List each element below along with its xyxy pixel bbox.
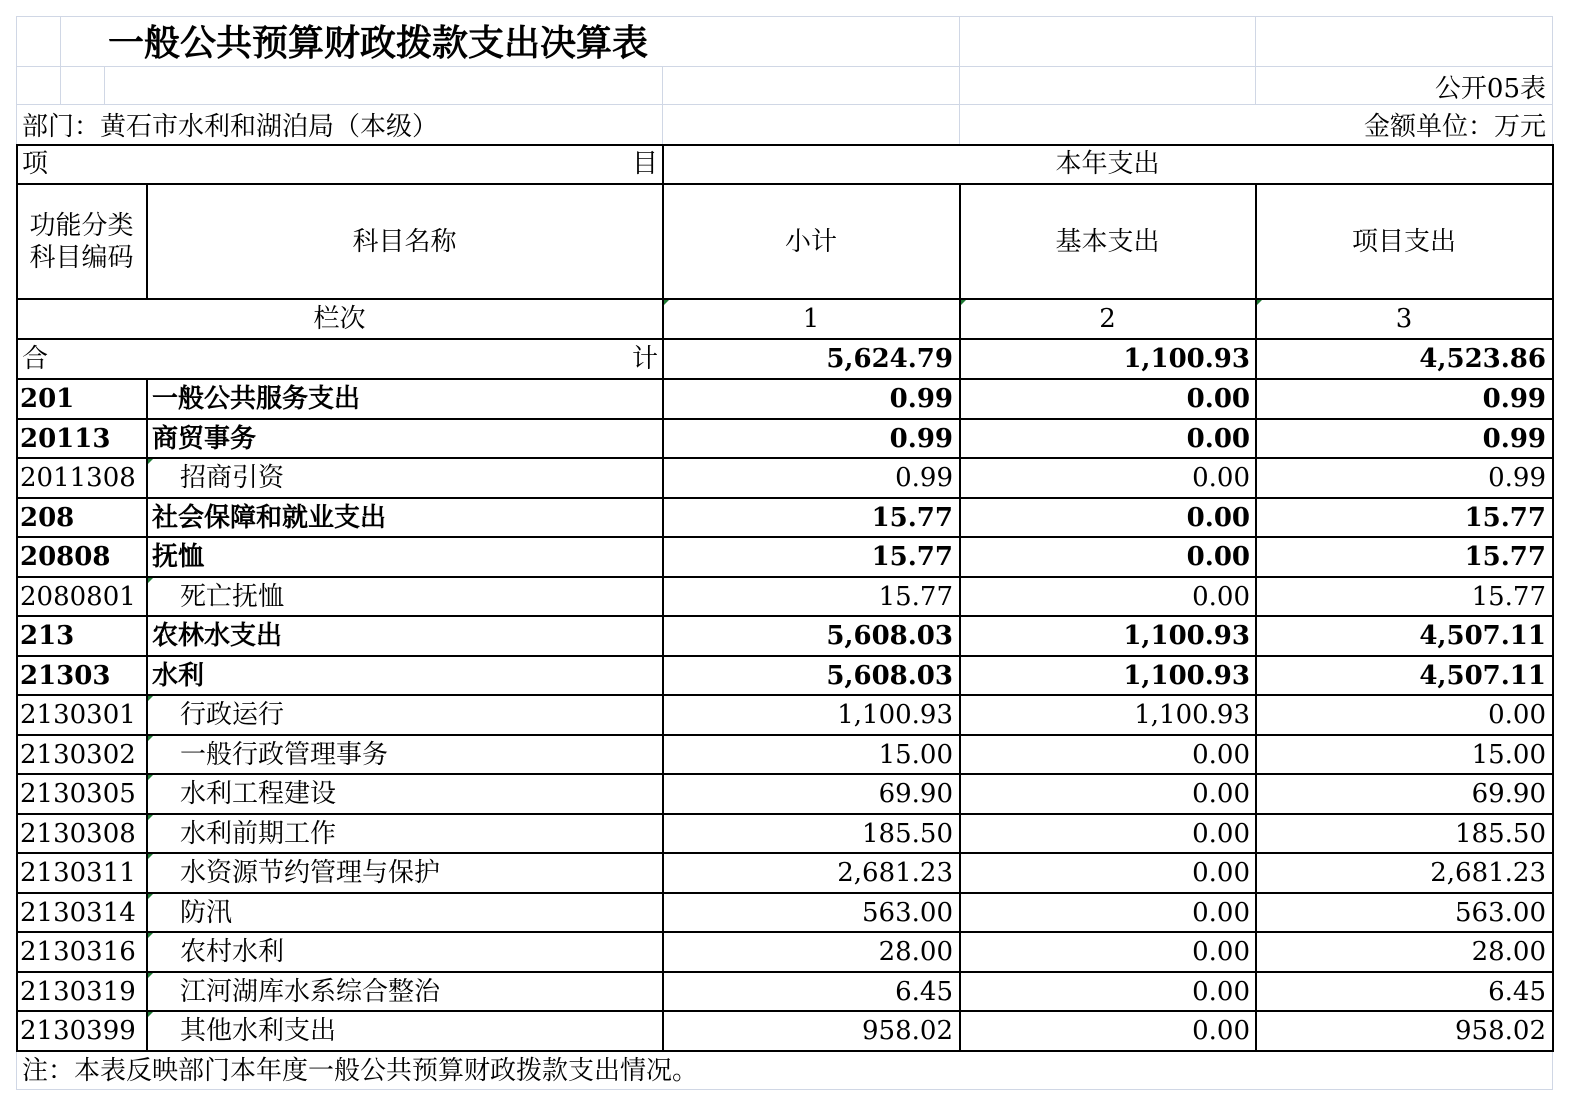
- gridline: [104, 66, 105, 104]
- table-border: [16, 892, 1554, 894]
- table-border: [16, 144, 1554, 146]
- department-label: 部门：黄石市水利和湖泊局（本级）: [22, 112, 439, 142]
- row-name: 行政运行: [180, 700, 285, 730]
- cell-marker: [663, 299, 670, 306]
- row-code: 213: [20, 621, 75, 651]
- header-col3: 3: [1395, 304, 1413, 334]
- row-project: 958.02: [1455, 1016, 1546, 1046]
- cell-marker: [147, 932, 154, 939]
- row-subtotal: 5,608.03: [826, 660, 953, 691]
- row-name: 一般公共服务支出: [152, 384, 361, 414]
- table-border: [662, 144, 664, 1050]
- row-subtotal: 185.50: [862, 818, 953, 849]
- row-basic: 0.00: [1186, 423, 1250, 454]
- table-border: [1255, 183, 1257, 1050]
- header-current-year: 本年支出: [1055, 149, 1160, 179]
- header-col2: 2: [1099, 304, 1116, 334]
- gridline: [16, 104, 1553, 105]
- cell-marker: [1256, 299, 1263, 306]
- cell-marker: [960, 299, 967, 306]
- row-name: 水利工程建设: [180, 779, 337, 809]
- row-project: 0.99: [1488, 463, 1546, 493]
- row-basic: 0.00: [1186, 542, 1250, 572]
- row-project: 4,507.11: [1419, 660, 1546, 691]
- row-subtotal: 28.00: [878, 937, 953, 967]
- row-name: 农林水支出: [152, 621, 283, 651]
- row-basic: 0.00: [1186, 502, 1250, 533]
- table-border: [16, 1010, 1554, 1012]
- row-project: 28.00: [1471, 937, 1546, 967]
- row-project: 185.50: [1455, 818, 1546, 849]
- row-project: 563.00: [1455, 897, 1546, 928]
- row-basic: 0.00: [1192, 1016, 1250, 1046]
- table-border: [146, 183, 148, 298]
- header-code-line2: 科目编码: [29, 243, 134, 273]
- row-subtotal: 958.02: [862, 1016, 953, 1046]
- row-name: 一般行政管理事务: [180, 739, 389, 770]
- row-subtotal: 0.99: [895, 463, 953, 493]
- row-project: 0.00: [1488, 700, 1546, 730]
- header-basic: 基本支出: [1055, 227, 1160, 257]
- row-name: 死亡抚恤: [180, 581, 285, 612]
- row-code: 21303: [20, 660, 111, 691]
- row-code: 2130316: [20, 937, 136, 967]
- row-project: 15.00: [1471, 739, 1546, 770]
- row-name: 社会保障和就业支出: [152, 502, 387, 533]
- gridline: [16, 1050, 17, 1090]
- table-border: [16, 971, 1554, 973]
- row-basic: 0.00: [1192, 937, 1250, 967]
- row-code: 2130305: [20, 779, 136, 809]
- gridline: [60, 16, 61, 104]
- row-basic: 0.00: [1192, 739, 1250, 770]
- row-code: 208: [20, 502, 75, 533]
- row-code: 2130308: [20, 818, 136, 849]
- header-code-line1: 功能分类: [29, 211, 134, 241]
- row-subtotal: 15.00: [878, 739, 953, 770]
- row-code: 2130399: [20, 1016, 136, 1046]
- row-name: 江河湖库水系综合整治: [180, 976, 441, 1007]
- gridline: [16, 16, 1553, 17]
- row-name: 农村水利: [180, 937, 285, 967]
- row-project: 15.77: [1464, 502, 1546, 533]
- table-border: [146, 378, 148, 1050]
- total-project: 4,523.86: [1419, 344, 1546, 374]
- row-name: 水资源节约管理与保护: [180, 858, 441, 888]
- row-subtotal: 2,681.23: [837, 858, 953, 888]
- table-border: [16, 931, 1554, 933]
- total-label-right: 计: [632, 344, 659, 374]
- cell-marker: [147, 458, 154, 465]
- gridline: [16, 16, 17, 144]
- table-border: [16, 576, 1554, 578]
- row-code: 2130314: [20, 897, 136, 928]
- table-border: [16, 1050, 1554, 1052]
- row-code: 201: [20, 384, 75, 414]
- row-code: 2130319: [20, 976, 136, 1007]
- total-subtotal: 5,624.79: [826, 344, 953, 374]
- row-project: 2,681.23: [1430, 858, 1546, 888]
- gridline: [1552, 16, 1553, 144]
- table-border: [16, 497, 1554, 499]
- row-project: 0.99: [1482, 384, 1546, 414]
- row-code: 2130302: [20, 739, 136, 770]
- row-code: 20113: [20, 423, 111, 454]
- table-border: [16, 734, 1554, 736]
- header-item-right: 目: [632, 149, 659, 179]
- table-border: [16, 418, 1554, 420]
- row-subtotal: 0.99: [889, 384, 953, 414]
- header-column-label: 栏次: [313, 304, 366, 334]
- row-basic: 1,100.93: [1123, 660, 1250, 691]
- header-subject-name: 科目名称: [352, 227, 457, 257]
- table-border: [16, 378, 1554, 380]
- row-project: 4,507.11: [1419, 621, 1546, 651]
- row-code: 2130301: [20, 700, 136, 730]
- row-code: 2011308: [20, 463, 136, 493]
- gridline: [1552, 1050, 1553, 1090]
- row-project: 15.77: [1471, 581, 1546, 612]
- table-border: [16, 457, 1554, 459]
- row-basic: 0.00: [1192, 581, 1250, 612]
- gridline: [1255, 16, 1256, 104]
- gridline: [662, 66, 663, 144]
- row-basic: 0.00: [1192, 463, 1250, 493]
- table-border: [16, 813, 1554, 815]
- table-border: [959, 183, 961, 1050]
- table-border: [16, 773, 1554, 775]
- footnote: 注：本表反映部门本年度一般公共预算财政拨款支出情况。: [22, 1056, 699, 1086]
- row-subtotal: 0.99: [889, 423, 953, 454]
- row-name: 水利: [152, 660, 205, 691]
- row-project: 69.90: [1471, 779, 1546, 809]
- row-basic: 0.00: [1192, 897, 1250, 928]
- row-name: 其他水利支出: [180, 1016, 337, 1046]
- header-project: 项目支出: [1351, 227, 1456, 257]
- table-border: [16, 183, 1554, 185]
- total-label-left: 合: [22, 344, 49, 374]
- row-subtotal: 6.45: [895, 976, 953, 1007]
- row-name: 水利前期工作: [180, 818, 337, 849]
- row-name: 防汛: [180, 897, 233, 928]
- cell-marker: [147, 695, 154, 702]
- row-subtotal: 15.77: [871, 542, 953, 572]
- table-border: [16, 852, 1554, 854]
- row-name: 抚恤: [152, 542, 205, 572]
- row-basic: 1,100.93: [1123, 621, 1250, 651]
- row-project: 6.45: [1488, 976, 1546, 1007]
- table-border: [16, 655, 1554, 657]
- unit-label: 金额单位：万元: [1363, 112, 1546, 142]
- gridline: [16, 66, 1553, 67]
- row-name: 招商引资: [180, 463, 285, 493]
- table-border: [16, 615, 1554, 617]
- row-subtotal: 563.00: [862, 897, 953, 928]
- row-subtotal: 5,608.03: [826, 621, 953, 651]
- table-border: [16, 298, 1554, 300]
- row-basic: 0.00: [1192, 976, 1250, 1007]
- row-subtotal: 69.90: [878, 779, 953, 809]
- row-basic: 0.00: [1192, 818, 1250, 849]
- row-subtotal: 15.77: [871, 502, 953, 533]
- header-item-left: 项: [22, 149, 49, 179]
- table-border: [16, 338, 1554, 340]
- table-border: [1552, 144, 1554, 1052]
- row-basic: 1,100.93: [1134, 700, 1250, 730]
- cell-marker: [147, 774, 154, 781]
- total-basic: 1,100.93: [1123, 344, 1250, 374]
- table-border: [16, 144, 18, 1052]
- row-basic: 0.00: [1192, 858, 1250, 888]
- row-code: 2130311: [20, 858, 136, 888]
- gridline: [16, 1089, 1553, 1090]
- gridline: [959, 16, 960, 144]
- row-name: 商贸事务: [152, 423, 257, 454]
- cell-marker: [147, 1011, 154, 1018]
- table-border: [16, 536, 1554, 538]
- page-title: 一般公共预算财政拨款支出决算表: [108, 23, 649, 64]
- cell-marker: [147, 853, 154, 860]
- row-project: 0.99: [1482, 423, 1546, 454]
- row-basic: 0.00: [1192, 779, 1250, 809]
- table-number: 公开05表: [1434, 74, 1546, 104]
- row-code: 20808: [20, 542, 111, 572]
- row-project: 15.77: [1464, 542, 1546, 572]
- row-code: 2080801: [20, 581, 136, 612]
- header-col1: 1: [802, 304, 820, 334]
- row-subtotal: 1,100.93: [837, 700, 953, 730]
- row-subtotal: 15.77: [878, 581, 953, 612]
- table-border: [16, 694, 1554, 696]
- row-basic: 0.00: [1186, 384, 1250, 414]
- header-subtotal: 小计: [784, 227, 837, 257]
